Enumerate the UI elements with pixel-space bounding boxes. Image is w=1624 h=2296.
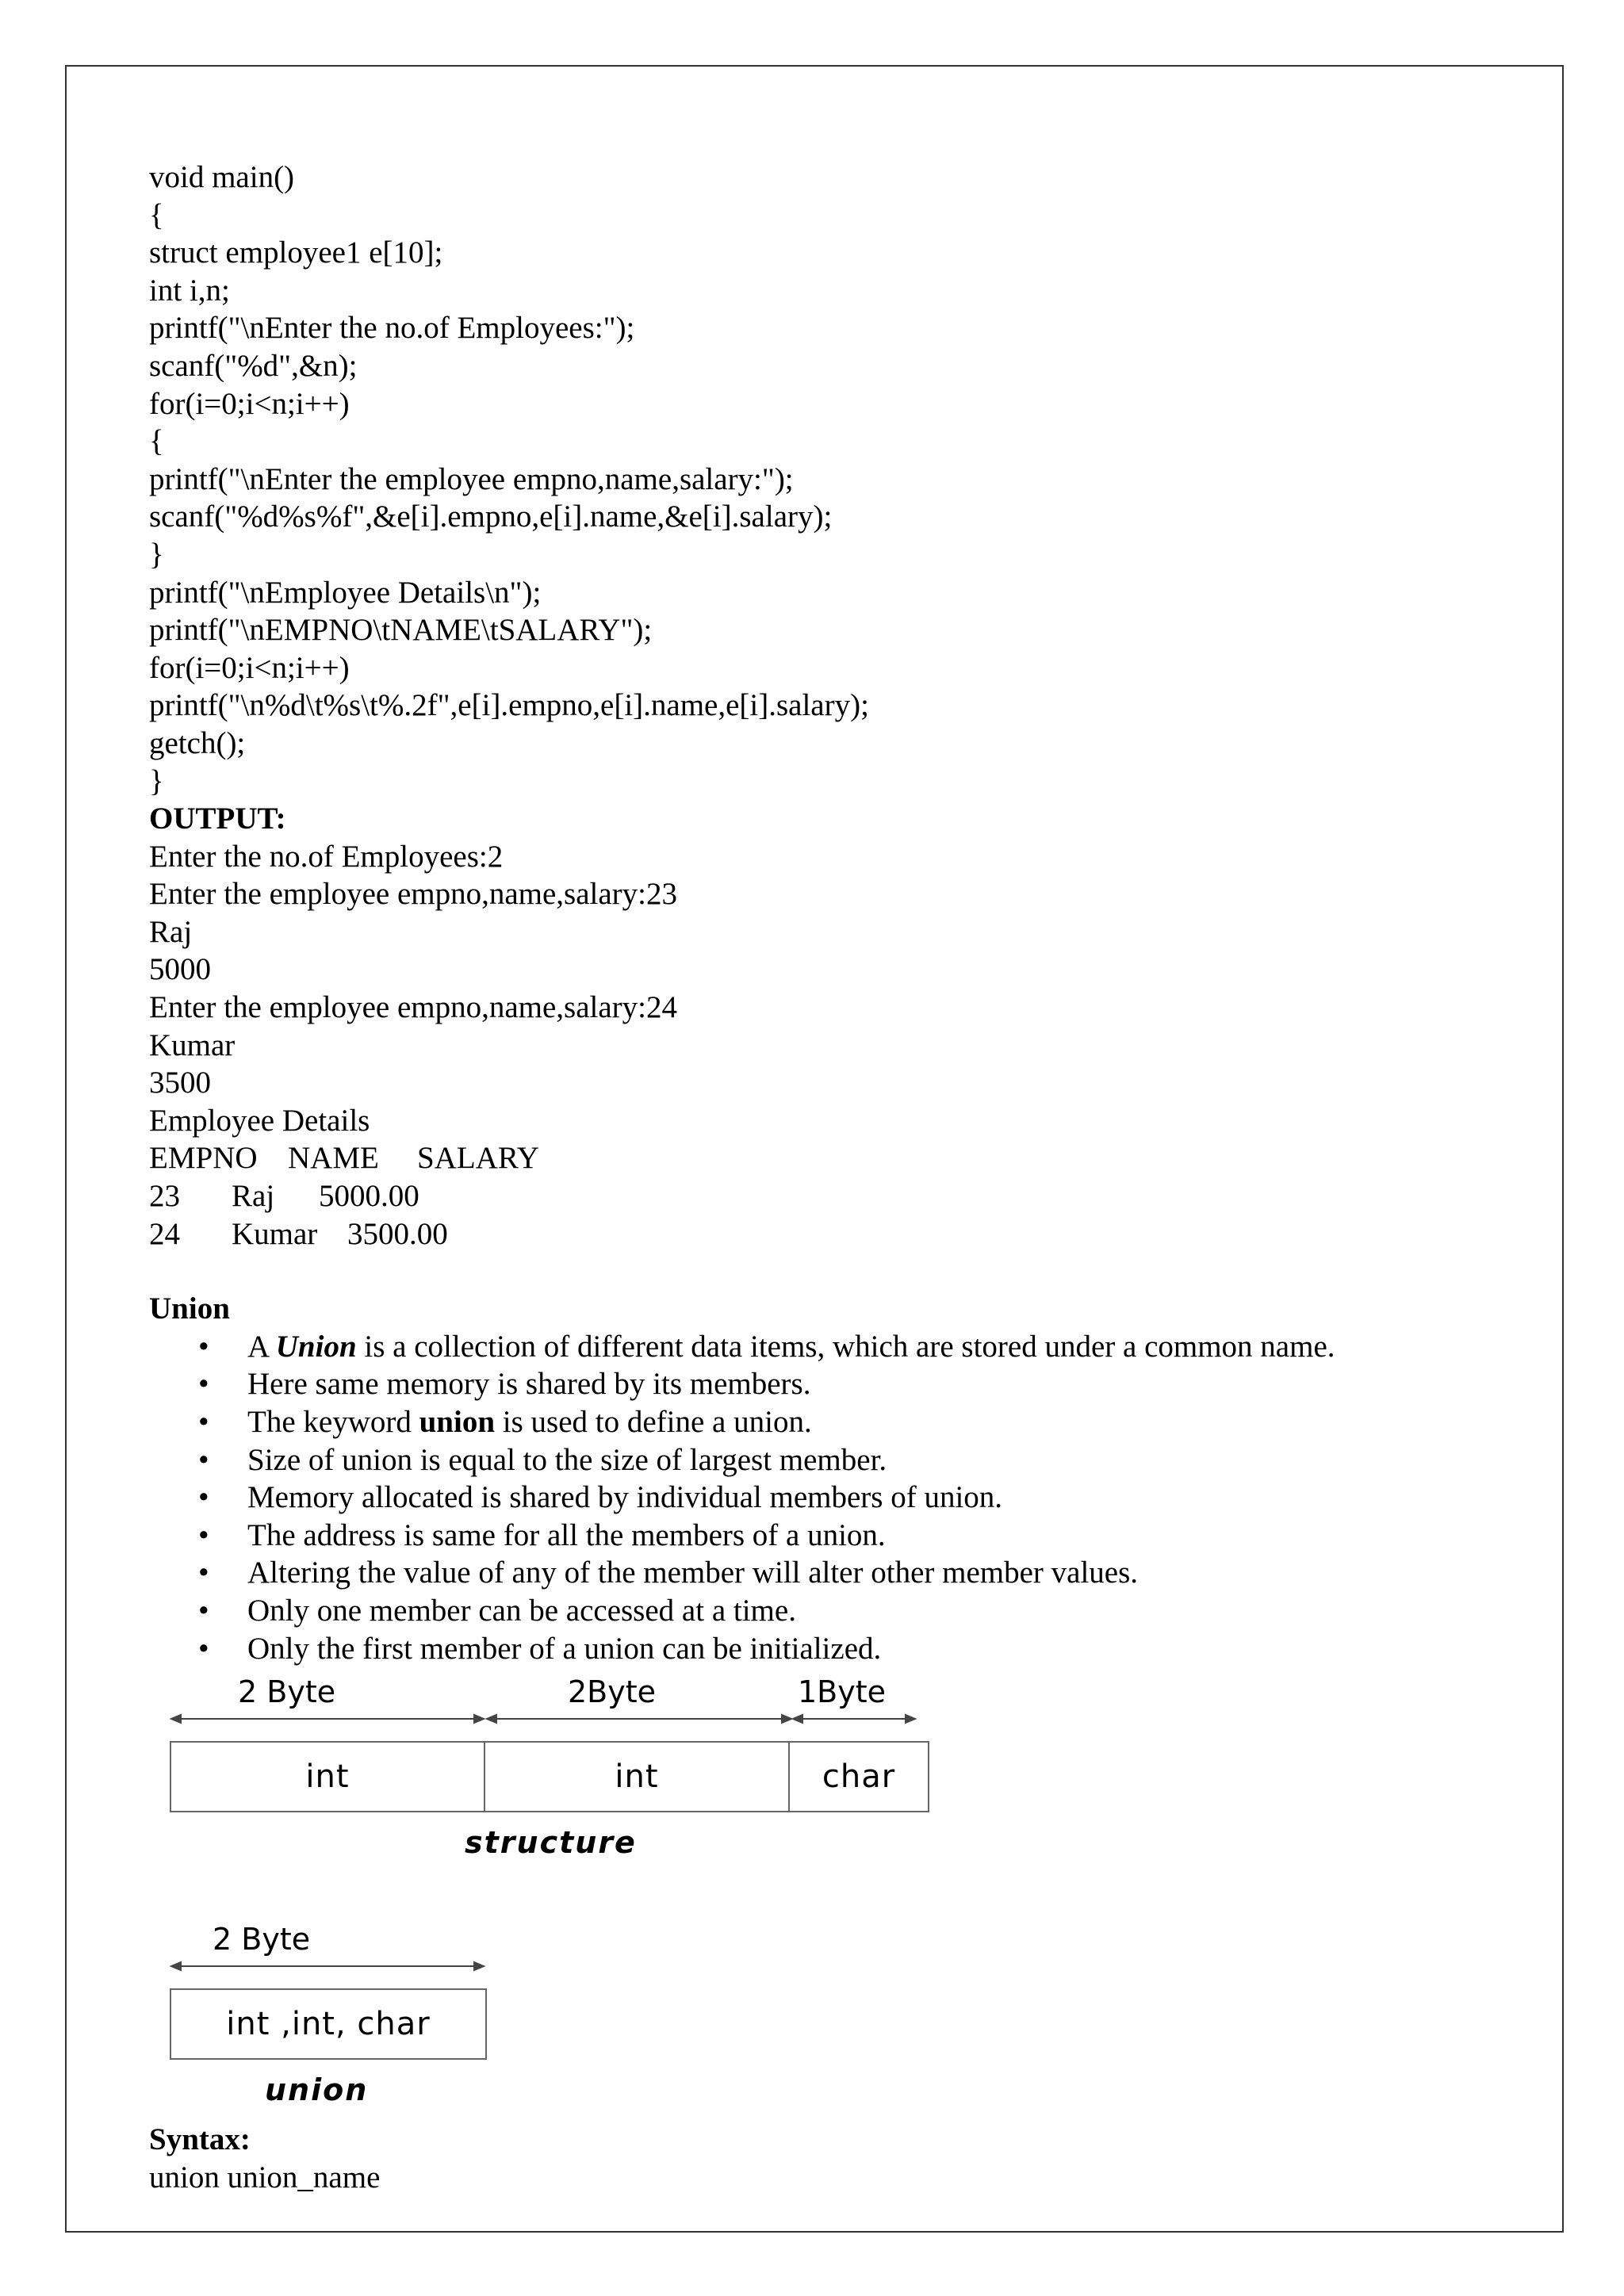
code-line: printf("\nEmployee Details\n"); <box>149 575 542 610</box>
bullet-text: Memory allocated is shared by individual members of union. <box>247 1480 1003 1515</box>
output-block <box>149 838 1545 1140</box>
list-item <box>149 1630 1545 1668</box>
byte-label: 2 Byte <box>213 1922 311 1957</box>
bullet-text: The address is same for all the members of a union. <box>247 1517 886 1552</box>
union-heading: Union <box>149 1292 230 1326</box>
output-line: Employee Details <box>149 1103 370 1138</box>
bullet-icon: • <box>198 1631 209 1666</box>
code-line: for(i=0;i<n;i++) <box>149 386 350 421</box>
code-line: void main() <box>149 160 295 194</box>
code-block <box>149 159 1545 800</box>
output-line: Enter the employee empno,name,salary:23 <box>149 877 678 912</box>
bullet-text: Size of union is equal to the size of largest member. <box>247 1442 887 1477</box>
bullet-keyword: union <box>419 1405 496 1439</box>
bullet-text: Only the first member of a union can be initialized. <box>247 1631 882 1666</box>
table-header: NAME <box>288 1141 379 1176</box>
table-cell-name: Raj <box>232 1179 275 1214</box>
code-line: { <box>149 424 164 459</box>
bullet-text: Altering the value of any of the member will alter other member values. <box>247 1556 1139 1590</box>
syntax-heading: Syntax: <box>149 2122 251 2156</box>
bullet-icon: • <box>198 1556 209 1590</box>
byte-label: 2 Byte <box>238 1674 336 1709</box>
list-item <box>149 1403 1545 1441</box>
output-heading: OUTPUT: <box>149 802 286 836</box>
struct-cell-int: int <box>484 1741 790 1812</box>
output-table <box>149 1139 539 1253</box>
table-header: SALARY <box>417 1141 539 1176</box>
table-header: EMPNO <box>149 1141 258 1176</box>
bullet-icon: • <box>198 1329 209 1364</box>
table-row <box>149 1215 539 1253</box>
code-line: scanf("%d",&n); <box>149 348 358 383</box>
code-line: for(i=0;i<n;i++) <box>149 650 350 685</box>
table-cell <box>149 1215 539 1253</box>
structure-diagram <box>170 1674 931 1860</box>
table-cell-name: Kumar <box>232 1216 318 1251</box>
code-line: struct employee1 e[10]; <box>149 235 443 270</box>
code-line: } <box>149 537 164 572</box>
code-line: scanf("%d%s%f",&e[i].empno,e[i].name,&e[i].salary); <box>149 499 833 534</box>
output-line: Kumar <box>149 1027 236 1062</box>
output-line: Raj <box>149 914 193 949</box>
bullet-emphasis: Union <box>275 1329 357 1364</box>
code-line: printf("\nEnter the no.of Employees:"); <box>149 311 635 346</box>
bullet-icon: • <box>198 1367 209 1402</box>
list-item <box>149 1517 1545 1555</box>
union-bullet-list <box>149 1328 1545 1667</box>
spacer <box>149 1253 1545 1290</box>
list-item <box>149 1328 1545 1366</box>
bullet-text: Only one member can be accessed at a time. <box>247 1593 796 1628</box>
union-caption: union <box>265 2072 369 2107</box>
code-line: } <box>149 763 164 798</box>
byte-label: 2Byte <box>568 1674 657 1709</box>
table-cell-empno: 24 <box>149 1216 180 1251</box>
output-line: Enter the employee empno,name,salary:24 <box>149 990 678 1025</box>
bullet-icon: • <box>198 1517 209 1552</box>
syntax-block <box>149 2121 1545 2196</box>
bullet-text: Here same memory is shared by its members. <box>247 1367 811 1402</box>
list-item <box>149 1365 1545 1403</box>
code-line: printf("\n%d\t%s\t%.2f",e[i].empno,e[i].name,e[i].salary); <box>149 688 869 723</box>
bullet-icon: • <box>198 1405 209 1439</box>
list-item <box>149 1441 1545 1479</box>
code-line: int i,n; <box>149 273 230 308</box>
bullet-text: is used to define a union. <box>495 1405 812 1439</box>
table-cell-salary: 3500.00 <box>347 1216 448 1251</box>
document-body <box>149 159 1545 1667</box>
table-cell-salary: 5000.00 <box>319 1179 419 1214</box>
output-line: Enter the no.of Employees:2 <box>149 839 504 874</box>
table-cell <box>149 1177 539 1215</box>
code-line: getch(); <box>149 725 246 760</box>
table-row <box>149 1177 539 1215</box>
bullet-text: is a collection of different data items, which are stored under a common name. <box>356 1329 1335 1364</box>
byte-label: 1Byte <box>798 1674 887 1709</box>
list-item <box>149 1479 1545 1517</box>
list-item <box>149 1554 1545 1592</box>
bullet-icon: • <box>198 1593 209 1628</box>
table-cell-empno: 23 <box>149 1179 180 1214</box>
bullet-text: A <box>247 1329 276 1364</box>
output-line: 3500 <box>149 1066 211 1100</box>
union-cell: int ,int, char <box>170 1988 487 2060</box>
list-item <box>149 1592 1545 1630</box>
bullet-icon: • <box>198 1442 209 1477</box>
code-line: printf("\nEMPNO\tNAME\tSALARY"); <box>149 613 653 648</box>
struct-cell-int: int <box>170 1741 485 1812</box>
code-line: { <box>149 197 164 232</box>
bullet-icon: • <box>198 1480 209 1515</box>
struct-cell-char: char <box>788 1741 929 1812</box>
bullet-text: The keyword <box>247 1405 419 1439</box>
output-line: 5000 <box>149 952 211 987</box>
table-header-row <box>149 1139 539 1177</box>
code-line: printf("\nEnter the employee empno,name,salary:"); <box>149 461 794 496</box>
structure-caption: structure <box>465 1825 637 1860</box>
syntax-line: union union_name <box>149 2160 381 2195</box>
union-diagram <box>170 1922 503 2112</box>
